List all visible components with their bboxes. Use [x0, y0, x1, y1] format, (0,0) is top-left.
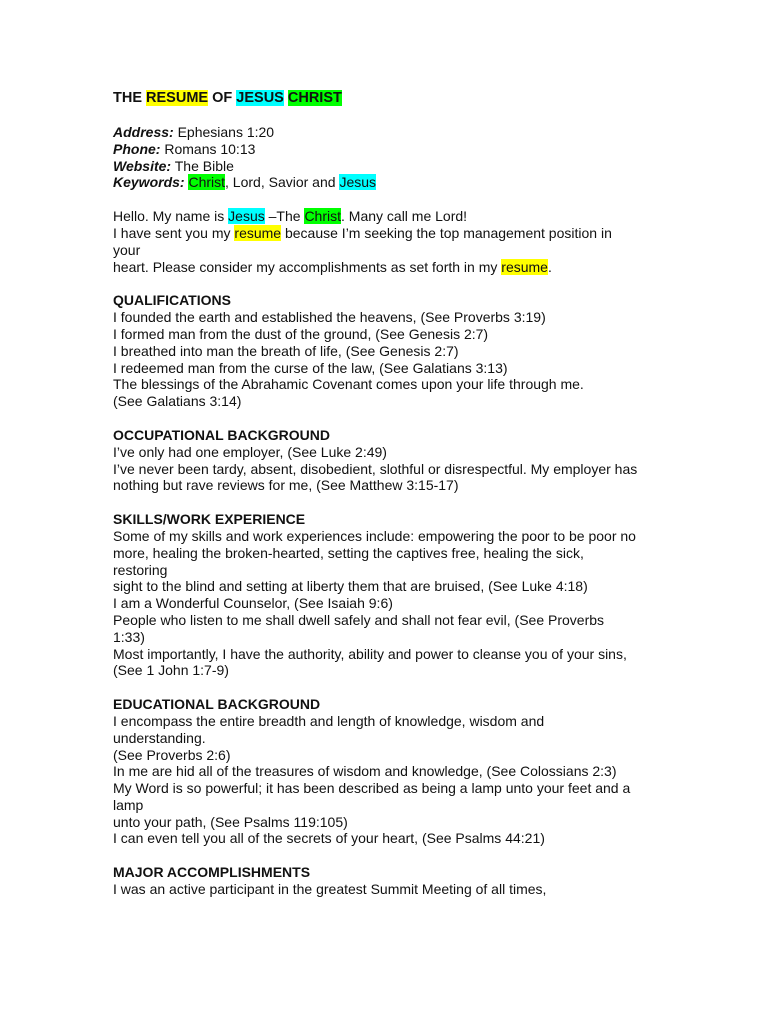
skills-line: sight to the blind and setting at liberty them that are bruised, (See Luke 4:18) [113, 578, 588, 595]
keyword-christ-highlight: Christ [188, 174, 226, 191]
educational-line: My Word is so powerful; it has been described as being a lamp unto your feet and a [113, 780, 631, 797]
qualification-line: (See Galatians 3:14) [113, 393, 242, 410]
educational-line: lamp [113, 796, 144, 813]
qualification-line: I breathed into man the breath of life, (See Genesis 2:7) [113, 342, 459, 359]
intro-resume-highlight: resume [501, 258, 548, 275]
educational-line: In me are hid all of the treasures of wisdom and knowledge, (See Colossians 2:3) [113, 763, 617, 780]
intro-jesus-highlight: Jesus [228, 208, 265, 225]
occupational-line: nothing but rave reviews for me, (See Matthew 3:15-17) [113, 477, 459, 494]
skills-line: I am a Wonderful Counselor, (See Isaiah 9:6) [113, 595, 393, 612]
educational-line: understanding. [113, 729, 206, 746]
skills-line: restoring [113, 561, 168, 578]
intro-resume-highlight: resume [234, 224, 282, 241]
intro-line: heart. Please consider my accomplishments as set forth in my resume. [113, 258, 552, 275]
keywords-line: Keywords: Christ, Lord, Savior and Jesus [113, 174, 377, 191]
skills-heading: SKILLS/WORK EXPERIENCE [113, 511, 306, 528]
skills-line: more, healing the broken-hearted, setting the captives free, healing the sick, [113, 544, 584, 561]
occupational-heading: OCCUPATIONAL BACKGROUND [113, 426, 330, 443]
title-resume-highlight: RESUME [146, 90, 209, 106]
intro-christ-highlight: Christ [304, 208, 341, 225]
skills-line: 1:33) [113, 628, 145, 645]
accomplishments-heading: MAJOR ACCOMPLISHMENTS [113, 864, 311, 881]
title-christ-highlight: CHRIST [287, 90, 342, 106]
qualification-line: I founded the earth and established the heavens, (See Proverbs 3:19) [113, 309, 546, 326]
intro-line: your [113, 241, 141, 258]
phone-line: Phone: Romans 10:13 [113, 140, 256, 157]
occupational-line: I’ve never been tardy, absent, disobedient, slothful or disrespectful. My employer has [113, 460, 638, 477]
educational-line: I encompass the entire breadth and length of knowledge, wisdom and [113, 712, 545, 729]
skills-line: People who listen to me shall dwell safely and shall not fear evil, (See Proverbs [113, 611, 605, 628]
qualifications-heading: QUALIFICATIONS [113, 292, 231, 309]
address-line: Address: Ephesians 1:20 [113, 124, 275, 140]
website-line: Website: The Bible [113, 157, 234, 174]
title-jesus-highlight: JESUS [236, 90, 284, 106]
qualification-line: I redeemed man from the curse of the law, (See Galatians 3:13) [113, 359, 508, 376]
occupational-line: I’ve only had one employer, (See Luke 2:49) [113, 443, 387, 460]
educational-line: unto your path, (See Psalms 119:105) [113, 813, 348, 830]
qualification-line: I formed man from the dust of the ground, (See Genesis 2:7) [113, 325, 489, 342]
keyword-jesus-highlight: Jesus [339, 174, 377, 191]
accomplishments-line: I was an active participant in the greatest Summit Meeting of all times, [113, 881, 547, 898]
qualification-line: The blessings of the Abrahamic Covenant comes upon your life through me. [113, 376, 584, 393]
skills-line: Most importantly, I have the authority, ability and power to cleanse you of your sins, [113, 645, 627, 662]
document-title: THE RESUME OF JESUS CHRIST [113, 90, 342, 106]
intro-line: I have sent you my resume because I’m seeking the top management position in [113, 224, 612, 241]
educational-heading: EDUCATIONAL BACKGROUND [113, 696, 321, 713]
resume-content [113, 90, 663, 898]
educational-line: I can even tell you all of the secrets of your heart, (See Psalms 44:21) [113, 830, 545, 847]
educational-line: (See Proverbs 2:6) [113, 746, 231, 763]
skills-line: (See 1 John 1:7-9) [113, 662, 229, 679]
skills-line: Some of my skills and work experiences include: empowering the poor to be poor no [113, 527, 636, 544]
intro-line: Hello. My name is Jesus –The Christ. Many call me Lord! [113, 208, 468, 225]
